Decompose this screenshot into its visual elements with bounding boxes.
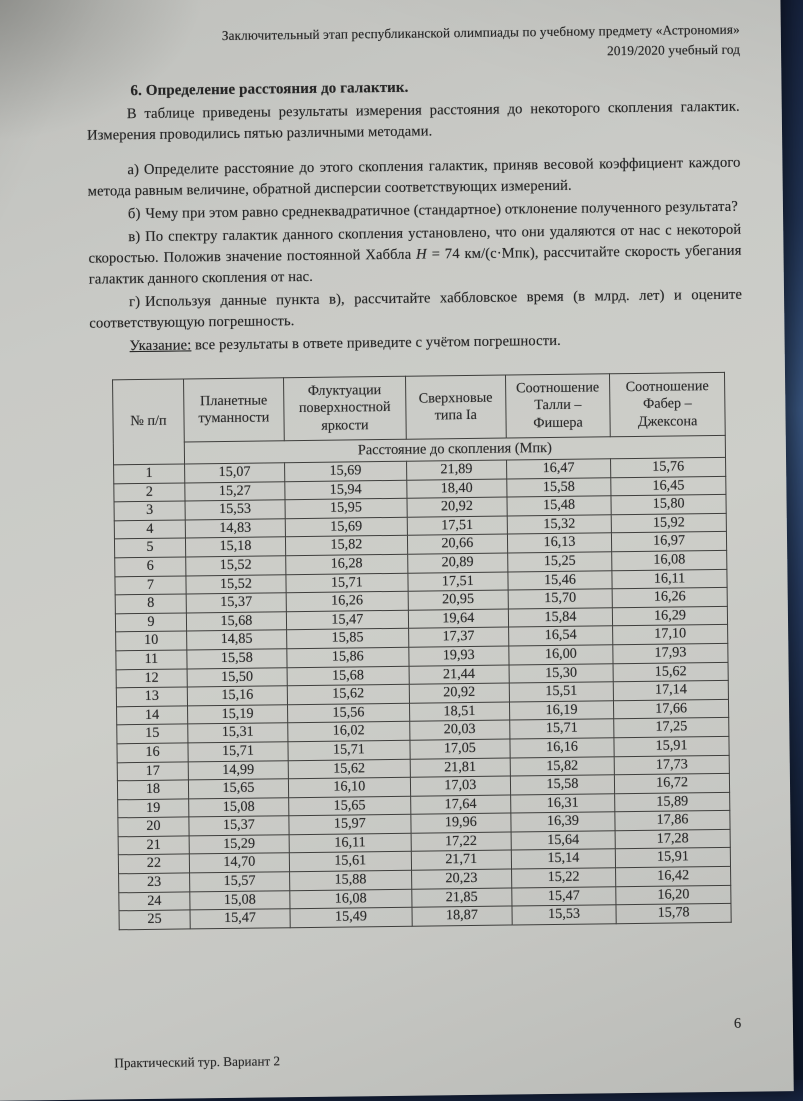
row-number-cell: 24 bbox=[119, 892, 190, 911]
row-number-cell: 8 bbox=[115, 594, 186, 613]
distance-value-cell: 21,85 bbox=[412, 888, 512, 908]
distance-value-cell: 15,08 bbox=[190, 890, 290, 910]
item-v-paragraph bbox=[88, 220, 742, 291]
distance-value-cell: 15,16 bbox=[187, 686, 287, 706]
col-header-surface-brightness-fluctuations: Флуктуации поверхностной яркости bbox=[283, 376, 406, 440]
distance-value-cell: 17,73 bbox=[614, 755, 729, 775]
row-number-cell: 13 bbox=[116, 687, 187, 706]
distance-value-cell: 16,13 bbox=[507, 533, 611, 553]
document-body bbox=[46, 20, 744, 358]
distance-value-cell: 15,32 bbox=[507, 515, 611, 535]
row-number-cell: 7 bbox=[115, 576, 186, 595]
distance-value-cell: 15,84 bbox=[508, 607, 612, 627]
footer-variant-label: Практический тур. Вариант 2 bbox=[114, 1053, 281, 1071]
item-b-label: б) bbox=[127, 205, 141, 223]
row-number-cell: 12 bbox=[116, 668, 187, 687]
distance-value-cell: 20,92 bbox=[407, 497, 507, 517]
distance-value-cell: 15,65 bbox=[289, 796, 411, 816]
distance-value-cell: 15,80 bbox=[611, 495, 726, 515]
row-number-cell: 18 bbox=[117, 780, 188, 799]
distance-value-cell: 16,72 bbox=[614, 773, 729, 793]
page-header bbox=[46, 20, 740, 68]
row-number-cell: 9 bbox=[115, 613, 186, 632]
distance-value-cell: 15,89 bbox=[615, 792, 730, 812]
distance-value-cell: 15,30 bbox=[509, 663, 613, 683]
distance-value-cell: 16,29 bbox=[612, 606, 727, 626]
row-number-cell: 16 bbox=[117, 743, 188, 762]
distance-value-cell: 15,94 bbox=[285, 480, 407, 500]
distance-value-cell: 15,47 bbox=[286, 610, 408, 630]
distance-value-cell: 15,78 bbox=[616, 904, 731, 924]
row-number-cell: 3 bbox=[114, 501, 185, 520]
row-number-cell: 17 bbox=[117, 761, 188, 780]
item-g-paragraph bbox=[89, 285, 742, 335]
item-a-text: Определите расстояние до этого скопления галактик, приняв весовой коэффициент каждого метода равным величине, обратной дисперсии соответствующих измерений. bbox=[87, 154, 741, 200]
distance-value-cell: 16,28 bbox=[286, 554, 408, 574]
item-g-text: Используя данные пункта в), рассчитайте хаббловское время (в млрд. лет) и оцените соответствующую погрешность. bbox=[89, 286, 743, 332]
distance-value-cell: 17,51 bbox=[407, 516, 507, 536]
distance-value-cell: 15,82 bbox=[510, 756, 614, 776]
distance-value-cell: 15,62 bbox=[288, 759, 410, 779]
distance-value-cell: 16,11 bbox=[612, 569, 727, 589]
distance-value-cell: 15,91 bbox=[615, 848, 730, 868]
distance-value-cell: 20,95 bbox=[408, 590, 508, 610]
col-header-faber-jackson: Соотношение Фабер – Джексона bbox=[610, 372, 726, 436]
distance-value-cell: 15,76 bbox=[611, 457, 726, 477]
distance-value-cell: 15,58 bbox=[507, 477, 611, 497]
distance-value-cell: 15,57 bbox=[189, 872, 289, 892]
distance-value-cell: 17,37 bbox=[408, 627, 508, 647]
distance-value-cell: 16,97 bbox=[612, 532, 727, 552]
distance-value-cell: 15,97 bbox=[289, 815, 411, 835]
distance-value-cell: 15,69 bbox=[284, 461, 406, 481]
item-v-label: в) bbox=[128, 228, 141, 246]
distance-value-cell: 15,91 bbox=[614, 736, 729, 756]
distance-value-cell: 16,54 bbox=[508, 626, 612, 646]
distance-value-cell: 15,71 bbox=[286, 573, 408, 593]
distance-value-cell: 21,81 bbox=[410, 758, 510, 778]
row-number-cell: 20 bbox=[118, 817, 189, 836]
table-body bbox=[114, 457, 732, 929]
distance-value-cell: 15,82 bbox=[285, 536, 407, 556]
distance-value-cell: 15,86 bbox=[287, 647, 409, 667]
distance-value-cell: 19,64 bbox=[408, 609, 508, 629]
item-g-label: г) bbox=[128, 293, 141, 311]
distance-value-cell: 15,25 bbox=[508, 552, 612, 572]
row-number-cell: 1 bbox=[114, 464, 185, 483]
distance-value-cell: 17,86 bbox=[615, 811, 730, 831]
distance-value-cell: 16,08 bbox=[612, 550, 727, 570]
distance-value-cell: 15,48 bbox=[507, 496, 611, 516]
problem-title: 6. Определение расстояния до галактик. bbox=[130, 79, 409, 100]
row-number-cell: 22 bbox=[118, 854, 189, 873]
distance-value-cell: 17,51 bbox=[408, 572, 508, 592]
distance-value-cell: 15,53 bbox=[512, 905, 616, 925]
distance-value-cell: 16,47 bbox=[506, 459, 610, 479]
distance-value-cell: 16,45 bbox=[611, 476, 726, 496]
row-number-cell: 21 bbox=[118, 836, 189, 855]
distance-value-cell: 16,08 bbox=[290, 889, 412, 909]
distance-value-cell: 14,83 bbox=[185, 519, 285, 539]
distance-value-cell: 15,47 bbox=[190, 909, 290, 929]
distance-value-cell: 15,19 bbox=[187, 704, 287, 724]
distance-value-cell: 18,40 bbox=[407, 479, 507, 499]
distance-value-cell: 17,64 bbox=[410, 795, 510, 815]
distance-value-cell: 15,64 bbox=[511, 831, 615, 851]
distance-value-cell: 17,28 bbox=[615, 829, 730, 849]
distance-value-cell: 15,62 bbox=[613, 662, 728, 682]
item-v-text-after: = 74 км/(с·Мпк), рассчитайте скорость убегания галактик данного скопления от нас. bbox=[88, 242, 742, 288]
distance-value-cell: 14,70 bbox=[189, 853, 289, 873]
distance-value-cell: 15,58 bbox=[187, 649, 287, 669]
note-label: Указание: bbox=[129, 337, 192, 355]
distance-value-cell: 15,88 bbox=[289, 870, 411, 890]
col-header-planetary-nebulae: Планетные туманности bbox=[183, 378, 284, 442]
distance-value-cell: 17,66 bbox=[614, 699, 729, 719]
distance-value-cell: 15,27 bbox=[185, 481, 285, 501]
distance-value-cell: 17,14 bbox=[613, 680, 728, 700]
distance-value-cell: 20,92 bbox=[409, 683, 509, 703]
distance-value-cell: 16,42 bbox=[616, 866, 731, 886]
distance-value-cell: 15,37 bbox=[189, 816, 289, 836]
distance-span-header: Расстояние до скопления (Мпк) bbox=[184, 435, 725, 464]
distance-value-cell: 17,05 bbox=[410, 739, 510, 759]
distance-value-cell: 15,47 bbox=[512, 886, 616, 906]
distance-value-cell: 15,71 bbox=[510, 719, 614, 739]
distance-value-cell: 15,68 bbox=[186, 611, 286, 631]
distance-value-cell: 15,71 bbox=[288, 740, 410, 760]
distance-value-cell: 20,03 bbox=[410, 720, 510, 740]
distance-value-cell: 16,11 bbox=[289, 833, 411, 853]
row-number-cell: 11 bbox=[116, 650, 187, 669]
distance-value-cell: 15,51 bbox=[509, 682, 613, 702]
distance-value-cell: 16,19 bbox=[509, 700, 613, 720]
distance-value-cell: 15,49 bbox=[290, 907, 412, 927]
distance-value-cell: 17,10 bbox=[613, 625, 728, 645]
page-number: 6 bbox=[733, 1015, 742, 1032]
distance-value-cell: 19,93 bbox=[409, 646, 509, 666]
note-text: все результаты в ответе приведите с учётом погрешности. bbox=[191, 332, 561, 354]
distance-value-cell: 15,14 bbox=[511, 849, 615, 869]
col-header-type-ia-supernovae: Сверхновые типа Ia bbox=[405, 375, 506, 439]
distance-value-cell: 16,26 bbox=[612, 587, 727, 607]
item-a-label: а) bbox=[127, 161, 140, 179]
olympiad-header-line: Заключительный этап республиканской олимпиады по учебному предмету «Астрономия» bbox=[221, 21, 740, 43]
distance-value-cell: 15,52 bbox=[186, 574, 286, 594]
distance-value-cell: 15,07 bbox=[184, 463, 284, 483]
distance-value-cell: 20,23 bbox=[411, 869, 511, 889]
table-header bbox=[113, 372, 726, 464]
distance-value-cell: 16,02 bbox=[288, 722, 410, 742]
distance-value-cell: 21,71 bbox=[411, 850, 511, 870]
distance-value-cell: 15,61 bbox=[289, 852, 411, 872]
distance-value-cell: 16,20 bbox=[616, 885, 731, 905]
row-number-cell: 19 bbox=[118, 799, 189, 818]
distance-value-cell: 18,87 bbox=[412, 906, 512, 926]
school-year-line: 2019/2020 учебный год bbox=[606, 41, 741, 59]
item-v-text-before: По спектру галактик данного скопления установлено, что они удаляются от нас с некоторой скоростью. Положив значение постоянной Хаббла bbox=[88, 221, 742, 267]
distance-value-cell: 15,31 bbox=[188, 723, 288, 743]
distance-value-cell: 15,18 bbox=[185, 537, 285, 557]
distance-value-cell: 15,46 bbox=[508, 570, 612, 590]
distance-value-cell: 21,44 bbox=[409, 665, 509, 685]
distance-value-cell: 17,22 bbox=[411, 832, 511, 852]
distance-value-cell: 19,96 bbox=[411, 813, 511, 833]
distance-value-cell: 16,10 bbox=[288, 777, 410, 797]
distance-value-cell: 15,69 bbox=[285, 517, 407, 537]
distance-value-cell: 21,89 bbox=[406, 460, 506, 480]
hubble-constant-symbol: H bbox=[416, 246, 427, 263]
distance-value-cell: 15,53 bbox=[185, 500, 285, 520]
distance-value-cell: 15,85 bbox=[286, 629, 408, 649]
method-header-row bbox=[113, 372, 726, 442]
measurements-table-wrapper bbox=[112, 372, 732, 930]
distance-value-cell: 15,37 bbox=[186, 593, 286, 613]
row-number-cell: 23 bbox=[119, 873, 190, 892]
distance-value-cell: 14,99 bbox=[188, 760, 288, 780]
row-number-cell: 5 bbox=[114, 538, 185, 557]
row-number-cell: 14 bbox=[117, 706, 188, 725]
distance-value-cell: 15,70 bbox=[508, 589, 612, 609]
distance-value-cell: 20,66 bbox=[407, 534, 507, 554]
measurements-table bbox=[112, 372, 732, 930]
distance-value-cell: 16,39 bbox=[511, 812, 615, 832]
item-b-text: Чему при этом равно среднеквадратичное (стандартное) отклонение полученного результата? bbox=[145, 198, 738, 222]
distance-value-cell: 20,89 bbox=[407, 553, 507, 573]
item-a-paragraph bbox=[87, 153, 740, 203]
row-number-cell: 2 bbox=[114, 483, 185, 502]
distance-value-cell: 15,08 bbox=[189, 797, 289, 817]
distance-value-cell: 14,85 bbox=[187, 630, 287, 650]
row-number-cell: 15 bbox=[117, 724, 188, 743]
row-number-cell: 10 bbox=[116, 631, 187, 650]
row-number-cell: 4 bbox=[114, 520, 185, 539]
distance-value-cell: 17,93 bbox=[613, 643, 728, 663]
distance-value-cell: 15,95 bbox=[285, 498, 407, 518]
distance-value-cell: 15,29 bbox=[189, 835, 289, 855]
distance-value-cell: 15,52 bbox=[186, 556, 286, 576]
distance-value-cell: 15,62 bbox=[287, 684, 409, 704]
distance-value-cell: 16,00 bbox=[509, 645, 613, 665]
distance-value-cell: 18,51 bbox=[409, 702, 509, 722]
intro-paragraph: В таблице приведены результаты измерения расстояния до некоторого скопления галактик. Измерения проводились пятью различными методами. bbox=[86, 98, 740, 144]
distance-value-cell: 17,03 bbox=[410, 776, 510, 796]
distance-value-cell: 15,58 bbox=[510, 775, 614, 795]
distance-value-cell: 16,31 bbox=[510, 793, 614, 813]
row-number-cell: 6 bbox=[115, 557, 186, 576]
distance-value-cell: 16,26 bbox=[286, 591, 408, 611]
row-number-cell: 25 bbox=[119, 910, 190, 929]
distance-value-cell: 15,22 bbox=[511, 868, 615, 888]
distance-value-cell: 16,16 bbox=[510, 738, 614, 758]
distance-value-cell: 15,50 bbox=[187, 667, 287, 687]
col-header-tully-fisher: Соотношение Талли – Фишера bbox=[505, 374, 610, 438]
distance-value-cell: 15,68 bbox=[287, 666, 409, 686]
distance-value-cell: 17,25 bbox=[614, 718, 729, 738]
col-header-row-number: № п/п bbox=[113, 379, 185, 465]
distance-value-cell: 15,56 bbox=[287, 703, 409, 723]
distance-value-cell: 15,71 bbox=[188, 742, 288, 762]
distance-value-cell: 15,92 bbox=[611, 513, 726, 533]
distance-value-cell: 15,65 bbox=[188, 779, 288, 799]
